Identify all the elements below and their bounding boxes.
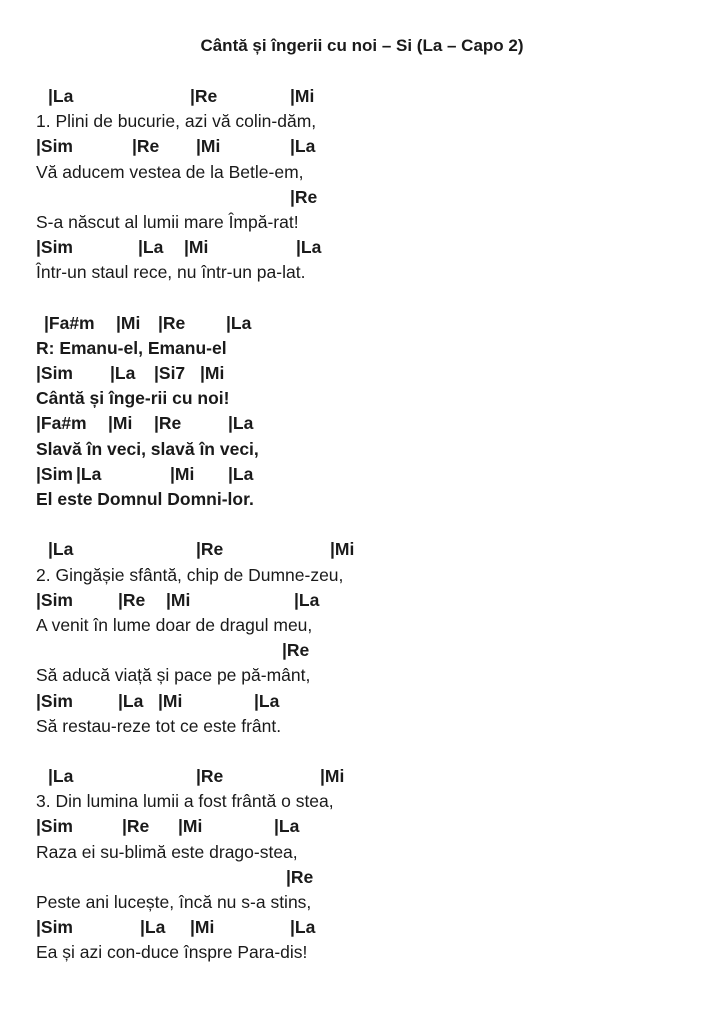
- chord: |Re: [196, 766, 224, 787]
- chord: |Re: [290, 186, 318, 207]
- chord-line: [36, 235, 696, 260]
- chord: |Sim: [36, 816, 73, 837]
- chord: |Mi: [158, 690, 183, 711]
- lyric-line: Raza ei su-blimă este drago-stea,: [36, 841, 298, 862]
- chord-line: [36, 915, 696, 940]
- chord: |Sim: [36, 463, 73, 484]
- lyrics-body: [36, 84, 696, 966]
- chord-line: [36, 311, 696, 336]
- lyric-line: Cântă și înge-rii cu noi!: [36, 388, 230, 409]
- chord: |Re: [122, 816, 150, 837]
- chord-line: [36, 588, 696, 613]
- chord-line: [36, 689, 696, 714]
- lyric-line: A venit în lume doar de dragul meu,: [36, 614, 313, 635]
- chord: |Mi: [196, 136, 221, 157]
- chord-line: [36, 764, 696, 789]
- chord-line: [36, 411, 696, 436]
- stanza-block: [36, 537, 696, 739]
- chord: |Re: [196, 539, 224, 560]
- chord-line: [36, 361, 696, 386]
- stanza-block: [36, 84, 696, 286]
- chord: |La: [228, 463, 254, 484]
- chord: |Sim: [36, 917, 73, 938]
- lyric-line: El este Domnul Domni-lor.: [36, 489, 254, 509]
- lyric-line: 1. Plini de bucurie, azi vă colin-dăm,: [36, 111, 317, 132]
- chord: |Re: [190, 86, 218, 106]
- chord: |Re: [132, 136, 160, 157]
- lyric-line: Vă aducem vestea de la Betle-em,: [36, 161, 304, 182]
- refrain-block: [36, 311, 696, 513]
- chord: |La: [290, 917, 316, 938]
- chord: |La: [118, 690, 144, 711]
- chord: |Mi: [320, 766, 345, 787]
- lyric-line: Ea și azi con-duce înspre Para-dis!: [36, 942, 308, 963]
- stanza-block: [36, 764, 696, 966]
- chord: |Re: [118, 589, 146, 610]
- lyric-line: Să aducă viață și pace pe pă-mânt,: [36, 665, 311, 686]
- lyric-line: R: Emanu-el, Emanu-el: [36, 337, 227, 358]
- chord-line: [36, 638, 696, 663]
- chord: |Mi: [178, 816, 203, 837]
- chord: |La: [254, 690, 280, 711]
- stanza-gap: [36, 512, 696, 537]
- chord: |Sim: [36, 136, 73, 157]
- chord: |Si7: [154, 363, 186, 384]
- chord: |Re: [282, 640, 310, 661]
- chord: |La: [138, 237, 164, 258]
- chord: |Mi: [330, 539, 355, 560]
- chord: |Sim: [36, 363, 73, 384]
- chord-line: [36, 814, 696, 839]
- chord: |Mi: [170, 463, 195, 484]
- lyric-line: Să restau-reze tot ce este frânt.: [36, 715, 282, 736]
- chord-line: [36, 185, 696, 210]
- chord: |La: [228, 413, 254, 434]
- chord: |Mi: [290, 86, 315, 106]
- stanza-gap: [36, 286, 696, 311]
- lyric-line: 2. Gingășie sfântă, chip de Dumne-zeu,: [36, 564, 344, 585]
- lyric-line: 3. Din lumina lumii a fost frântă o stea,: [36, 791, 334, 812]
- stanza-gap: [36, 739, 696, 764]
- chord: |Sim: [36, 690, 73, 711]
- chord: |Mi: [200, 363, 225, 384]
- chord: |Sim: [36, 237, 73, 258]
- chord: |Re: [158, 312, 186, 333]
- chord-line: [36, 537, 696, 562]
- lyric-line: Peste ani lucește, încă nu s-a stins,: [36, 892, 312, 912]
- chord: |Mi: [116, 312, 141, 333]
- song-title: Cântă și îngerii cu noi – Si (La – Capo 2): [200, 36, 524, 55]
- chord-line: [36, 134, 696, 159]
- chord: |Fa#m: [44, 312, 95, 333]
- chord: |La: [290, 136, 316, 157]
- chord: |La: [76, 463, 102, 484]
- chord: |Mi: [166, 589, 191, 610]
- chord: |La: [140, 917, 166, 938]
- chord: |La: [48, 86, 74, 106]
- chord: |Mi: [108, 413, 133, 434]
- chord: |La: [274, 816, 300, 837]
- chord: |La: [110, 363, 136, 384]
- chord: |Mi: [184, 237, 209, 258]
- chord: |La: [48, 539, 74, 560]
- chord: |Sim: [36, 589, 73, 610]
- chord: |Fa#m: [36, 413, 87, 434]
- chord: |Mi: [190, 917, 215, 938]
- chord: |Re: [154, 413, 182, 434]
- chord-line: [36, 865, 696, 890]
- chord: |La: [48, 766, 74, 787]
- lyric-line: S-a născut al lumii mare Împă-rat!: [36, 211, 299, 232]
- chord: |Re: [286, 866, 314, 887]
- chord-line: [36, 84, 696, 109]
- lyric-line: Într-un staul rece, nu într-un pa-lat.: [36, 262, 306, 283]
- chord: |La: [296, 237, 322, 258]
- lyric-line: Slavă în veci, slavă în veci,: [36, 438, 259, 459]
- chord-line: [36, 462, 696, 487]
- chord: |La: [294, 589, 320, 610]
- chord: |La: [226, 312, 252, 333]
